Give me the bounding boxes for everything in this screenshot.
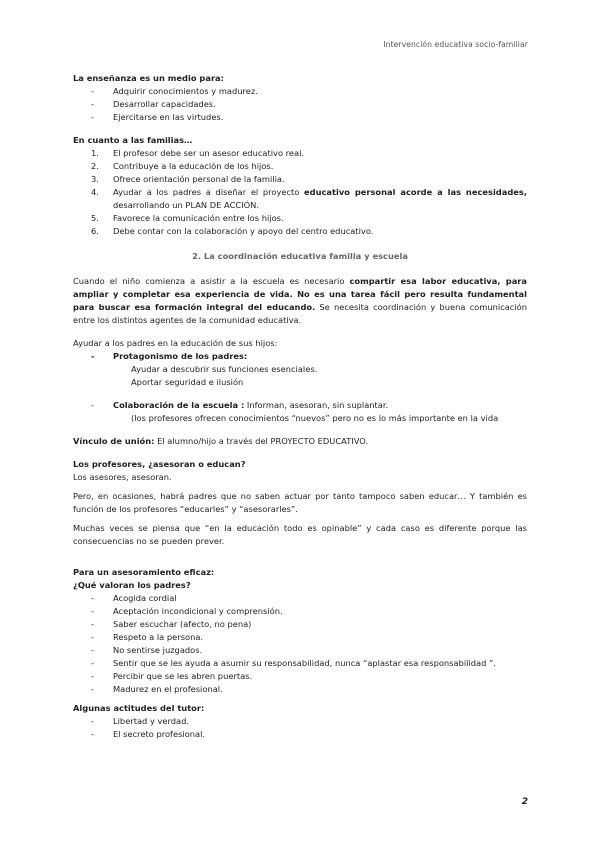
list-item: - Percibir que se les abren puertas.: [91, 670, 527, 683]
section-title-familias: En cuanto a las familias…: [73, 135, 193, 145]
running-header: Intervención educativa socio-familiar: [383, 40, 528, 49]
question-answer: Los asesores, asesoran.: [73, 472, 172, 482]
list-item: 1. El profesor debe ser un asesor educativo real.: [91, 148, 305, 158]
list-item: 2. Contribuye a la educación de los hijos.: [91, 161, 274, 171]
list-item: - Sentir que se les ayuda a asumir su responsabilidad, nunca “aplastar esa responsabilidad ”.: [91, 657, 527, 670]
list-item: - Acogida cordial: [91, 592, 527, 605]
ensenanza-list: [73, 85, 527, 124]
section-subtitle-valoran: ¿Qué valoran los padres?: [73, 580, 191, 590]
section-title-ensenanza: La enseñanza es un medio para:: [73, 73, 224, 83]
list-item-protagonismo: - Protagonismo de los padres:: [91, 351, 248, 361]
list-item: - No sentirse juzgados.: [91, 644, 527, 657]
list-item: - Libertad y verdad.: [91, 715, 527, 728]
paragraph-opinable: Muchas veces se piensa que “en la educación todo es opinable” y cada caso es diferente porque las consecuencias no se pueden prever.: [73, 523, 527, 546]
actitudes-list: [73, 715, 527, 741]
vinculo-union: Vínculo de unión: El alumno/hijo a través del PROYECTO EDUCATIVO.: [73, 436, 369, 446]
list-item-colaboracion: - Colaboración de la escuela : Informan, asesoran, sin suplantar.: [91, 400, 389, 410]
protagonismo-detail: Ayudar a descubrir sus funciones esenciales.: [131, 364, 318, 374]
list-item: 5. Favorece la comunicación entre los hijos.: [91, 213, 284, 223]
list-item: - Adquirir conocimientos y madurez.: [91, 85, 527, 98]
familias-list: [73, 147, 527, 238]
list-item: - Respeto a la persona.: [91, 631, 527, 644]
section-heading-coordinacion: 2. La coordinación educativa familia y escuela: [192, 251, 408, 261]
section-title-asesoramiento: Para un asesoramiento eficaz:: [73, 567, 215, 577]
page-content: [73, 72, 527, 741]
list-item: - Desarrollar capacidades.: [91, 98, 527, 111]
list-item: 6. Debe contar con la colaboración y apoyo del centro educativo.: [91, 226, 374, 236]
protagonismo-detail: Aportar seguridad e ilusión: [131, 377, 244, 387]
paragraph-coordinacion: Cuando el niño comienza a asistir a la escuela es necesario compartir esa labor educativa, para ampliar y completar esa experiencia de vida. No es una tarea fácil pero resulta fundamental para buscar esa formación integral del educando. Se necesita coordinación y buena comunicación entre los distintos agentes de la comunidad educativa.: [73, 276, 528, 325]
list-item: 4. Ayudar a los padres a diseñar el proyecto educativo personal acorde a las necesidades, desarrollando un PLAN DE ACCIÓN.: [91, 187, 527, 210]
help-list: [73, 350, 527, 425]
list-item: - El secreto profesional.: [91, 728, 527, 741]
list-item: 3. Ofrece orientación personal de la familia.: [91, 174, 285, 184]
paragraph-educar: Pero, en ocasiones, habrá padres que no saben actuar por tanto tampoco saben educar… Y también es función de los profesores “educarles” y “asesorarles”.: [73, 491, 527, 514]
valoran-list: [73, 592, 527, 696]
colaboracion-detail: (los profesores ofrecen conocimientos “nuevos” pero no es lo más importante en la vida: [131, 413, 499, 423]
help-intro: Ayudar a los padres en la educación de sus hijos:: [73, 338, 278, 348]
section-title-actitudes: Algunas actitudes del tutor:: [73, 703, 205, 713]
list-item: - Saber escuchar (afecto, no pena): [91, 618, 527, 631]
list-item: - Ejercitarse en las virtudes.: [91, 111, 527, 124]
question-title: Los profesores, ¿asesoran o educan?: [73, 459, 246, 469]
page-number: 2: [521, 797, 528, 807]
list-item: - Madurez en el profesional.: [91, 683, 527, 696]
list-item: - Aceptación incondicional y comprensión.: [91, 605, 527, 618]
